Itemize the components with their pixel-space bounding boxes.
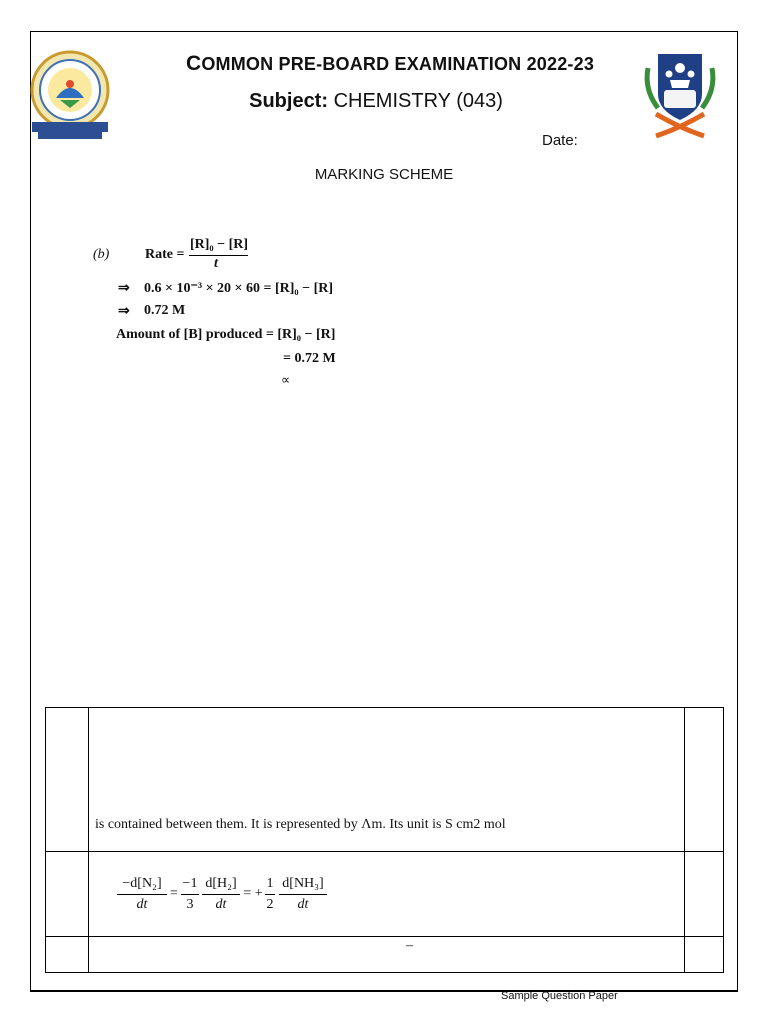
h2-numerator: d[H₂] (205, 876, 237, 891)
title-initial: C (185, 52, 202, 75)
rate-fraction-bar (189, 255, 248, 256)
n2-denominator: dt (136, 897, 148, 912)
stray-symbol: ∝ (281, 372, 291, 387)
amount-value: = 0.72 M (283, 351, 336, 366)
h2-denominator: dt (215, 897, 227, 912)
equals-1: = (170, 886, 178, 901)
step1-arrow: ⇒ (118, 281, 130, 296)
date-label: Date: (542, 132, 578, 149)
nh3-coefficient-den: 2 (266, 897, 274, 912)
marking-scheme-heading: MARKING SCHEME (314, 166, 454, 183)
equals-plus: = + (243, 886, 263, 901)
nh3-numerator: d[NH₃] (282, 876, 324, 891)
amount-statement: Amount of [B] produced = [R]₀ − [R] (116, 327, 336, 342)
n2-numerator: −d[N₂] (122, 876, 162, 891)
rate-numerator: [R]₀ − [R] (190, 237, 249, 252)
step2-result: 0.72 M (144, 303, 186, 318)
part-label: (b) (93, 247, 110, 262)
subject-line (0, 90, 760, 113)
rate-denominator: t (214, 256, 218, 271)
subject-label: Subject: (249, 90, 329, 112)
footer-text: Sample Question Paper (501, 990, 618, 1002)
title-rest: OMMON PRE-BOARD EXAMINATION 2022-23 (201, 54, 595, 74)
row3-dash: – (406, 938, 413, 953)
step1-equation: 0.6 × 10⁻³ × 20 × 60 = [R]₀ − [R] (144, 281, 334, 296)
nh3-coefficient-num: 1 (266, 876, 274, 891)
h2-coefficient-den: 3 (186, 897, 194, 912)
exam-title (6, 52, 768, 76)
conductivity-text: is contained between them. It is represented by Λm. Its unit is S cm2 mol (95, 817, 506, 832)
rate-label: Rate = (145, 247, 185, 262)
step2-arrow: ⇒ (118, 304, 130, 319)
subject-value: CHEMISTRY (043) (333, 90, 503, 112)
h2-coefficient-num: −1 (182, 876, 198, 891)
nh3-denominator: dt (297, 897, 309, 912)
